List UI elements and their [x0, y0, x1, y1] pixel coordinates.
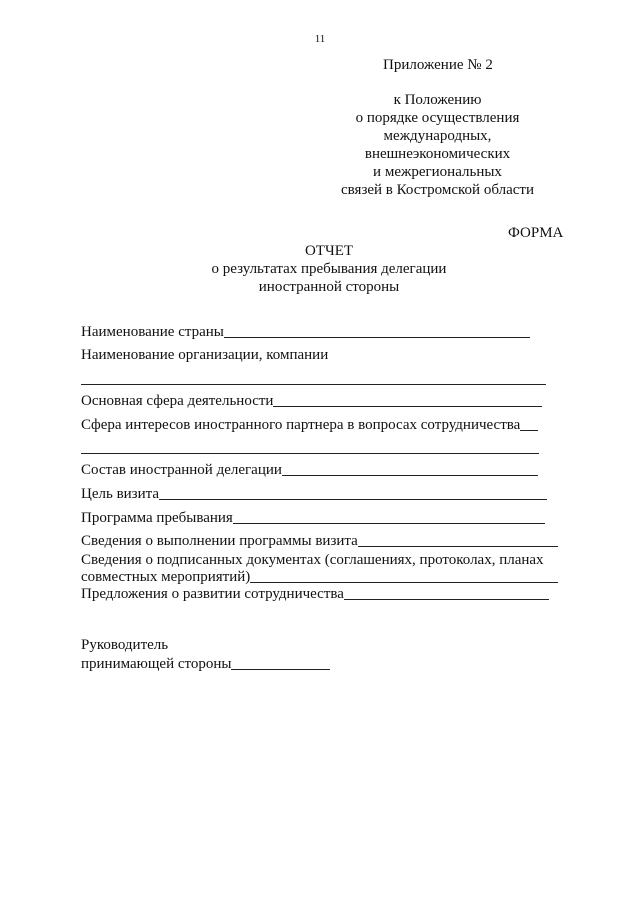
appendix-line: к Положению [393, 92, 482, 108]
activity-field [81, 392, 542, 410]
interests-label: Сфера интересов иностранного партнера в вопросах сотрудничества [81, 417, 521, 433]
program-execution-input-line[interactable] [358, 546, 558, 547]
appendix-line: международных, [383, 128, 492, 144]
report-subtitle-line: о результатах пребывания делегации [211, 261, 447, 277]
country-label: Наименование страны [81, 324, 224, 340]
delegation-field [81, 461, 538, 479]
activity-label: Основная сфера деятельности [81, 393, 274, 409]
delegation-input-line[interactable] [282, 475, 538, 476]
program-label: Программа пребывания [81, 510, 233, 526]
appendix-line: связей в Костромской области [341, 182, 534, 198]
documents-label: Сведения о подписанных документах (соглашениях, протоколах, планах [81, 552, 544, 568]
interests-input-line[interactable] [520, 430, 538, 431]
interests-continuation-line[interactable] [81, 453, 539, 454]
appendix-line: внешнеэкономических [364, 146, 511, 162]
purpose-field [81, 485, 547, 503]
appendix-reference [330, 91, 545, 199]
appendix-title: Приложение № 2 [383, 57, 493, 73]
signature-label: принимающей стороны [81, 656, 232, 672]
documents-field-continued [81, 568, 558, 586]
program-field [81, 509, 545, 527]
proposals-label: Предложения о развитии сотрудничества [81, 586, 344, 602]
appendix-line: о порядке осуществления [355, 110, 520, 126]
country-input-line[interactable] [224, 337, 530, 338]
program-execution-field [81, 532, 558, 550]
documents-field [81, 551, 544, 569]
appendix-line: и межрегиональных [373, 164, 502, 180]
signature-field [81, 655, 330, 673]
purpose-input-line[interactable] [159, 499, 547, 500]
purpose-label: Цель визита [81, 486, 160, 502]
interests-field [81, 416, 538, 434]
program-execution-label: Сведения о выполнении программы визита [81, 533, 358, 549]
proposals-field [81, 585, 549, 603]
delegation-label: Состав иностранной делегации [81, 462, 282, 478]
signature-title: Руководитель [81, 637, 169, 653]
report-heading [195, 242, 463, 296]
program-input-line[interactable] [233, 523, 545, 524]
documents-label-continued: совместных мероприятий) [81, 569, 251, 585]
page-number: 11 [314, 33, 326, 45]
signature-input-line[interactable] [231, 669, 330, 670]
report-subtitle-line: иностранной стороны [258, 279, 400, 295]
country-field [81, 323, 530, 341]
report-title: ОТЧЕТ [304, 243, 354, 259]
activity-input-line[interactable] [273, 406, 542, 407]
documents-input-line[interactable] [250, 582, 558, 583]
proposals-input-line[interactable] [344, 599, 549, 600]
form-label: ФОРМА [508, 225, 564, 241]
organization-label: Наименование организации, компании [81, 347, 329, 363]
organization-field [81, 346, 328, 364]
organization-input-line[interactable] [81, 384, 546, 385]
